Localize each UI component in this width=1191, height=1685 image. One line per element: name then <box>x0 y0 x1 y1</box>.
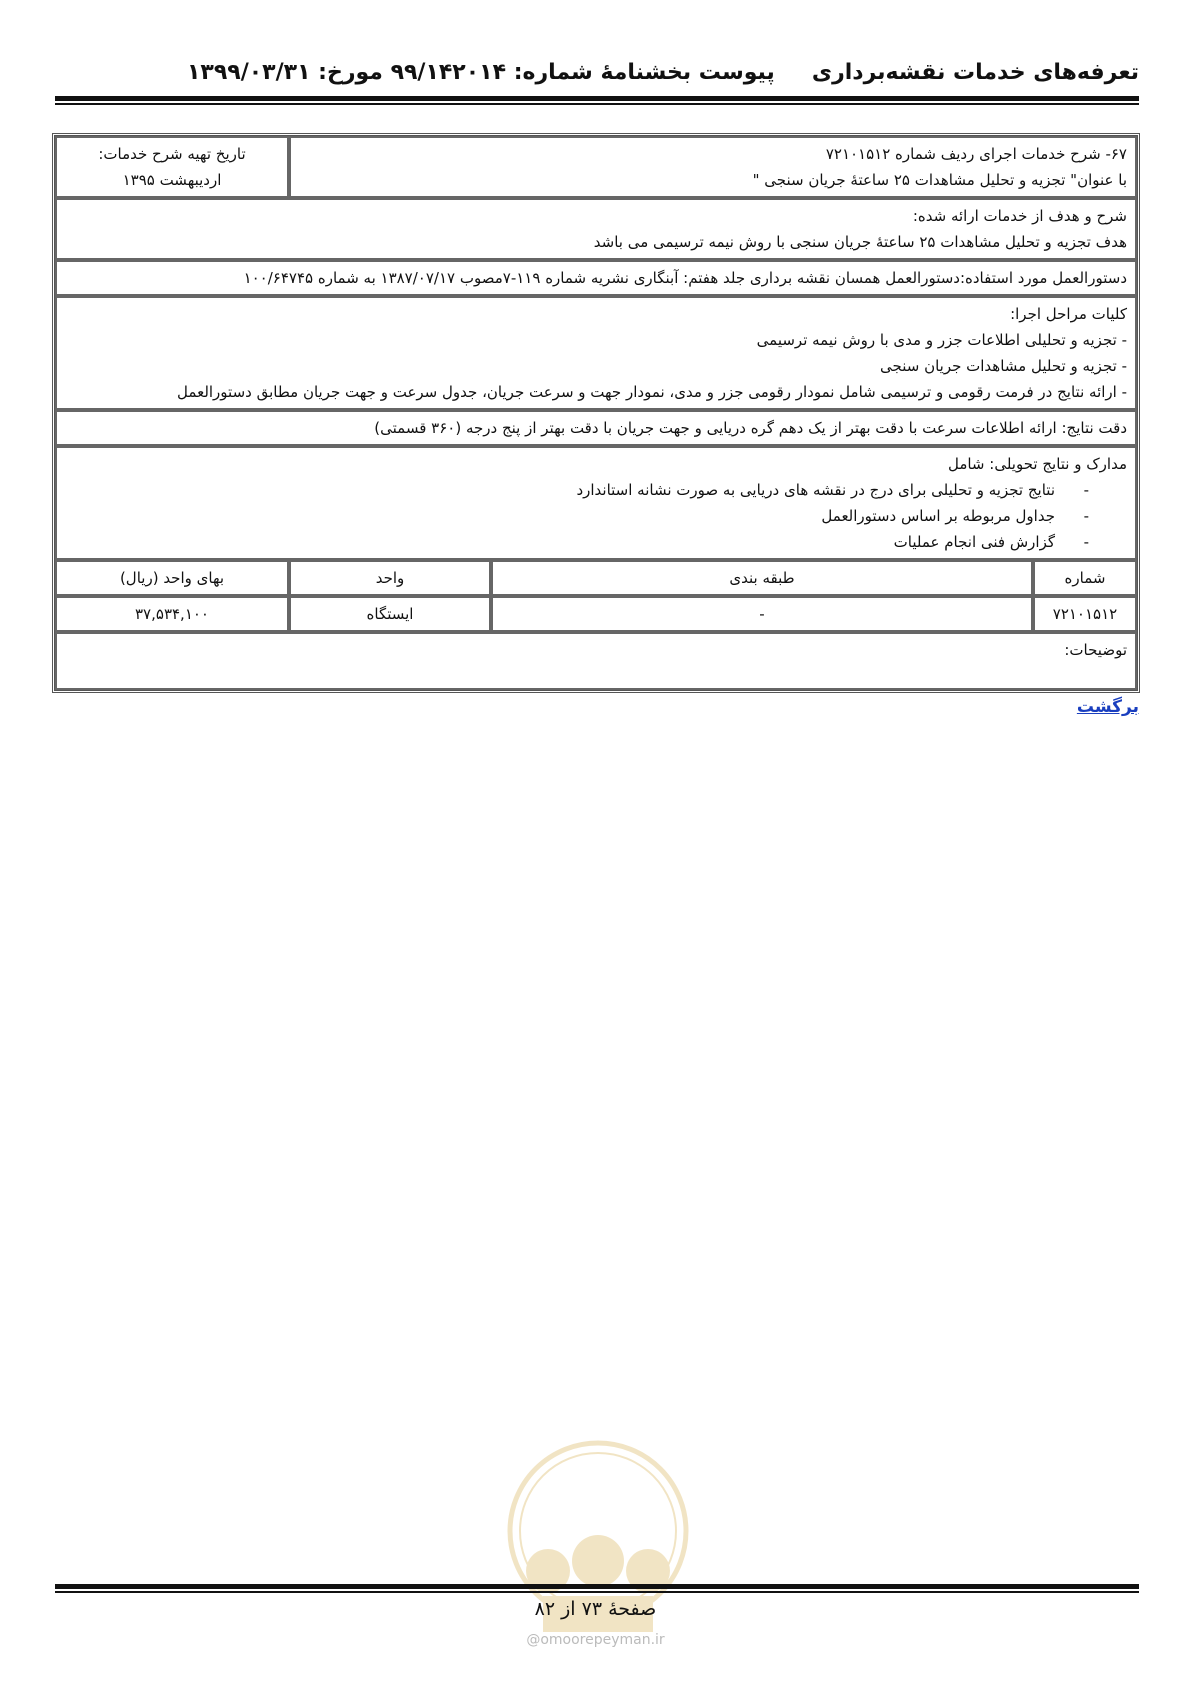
cell-number: ۷۲۱۰۱۵۱۲ <box>1033 596 1137 632</box>
cell-unit: ایستگاه <box>289 596 491 632</box>
deliverable-dash: - <box>1083 533 1089 551</box>
deliverable-text: جداول مربوطه بر اساس دستورالعمل <box>821 507 1055 525</box>
steps-label: کلیات مراحل اجرا: <box>1010 305 1127 323</box>
step-item: - تجزیه و تحلیلی اطلاعات جزر و مدی با روش نیمه ترسیمی <box>756 331 1127 349</box>
cell-classification: - <box>491 596 1033 632</box>
instruction-row <box>55 260 1137 296</box>
header-number: شماره <box>1033 560 1137 596</box>
page-number: صفحۀ ۷۳ از ۸۲ <box>534 1598 657 1620</box>
purpose-label: شرح و هدف از خدمات ارائه شده: <box>912 207 1127 225</box>
notes-label: توضیحات: <box>1064 641 1127 659</box>
deliverables-label: مدارک و نتایج تحویلی: شامل <box>947 455 1127 473</box>
page-header <box>55 58 1139 98</box>
deliverables-cell <box>55 446 1137 560</box>
service-title-cell <box>289 136 1137 198</box>
price-header-row <box>55 560 1137 596</box>
deliverable-dash: - <box>1083 507 1089 525</box>
instruction-text: دستورالعمل مورد استفاده:دستورالعمل همسان نقشه برداری جلد هفتم: آبنگاری نشریه شماره ۱۱۹-۷مصوب ۱۳۸۷/۰۷/۱۷ به شماره ۱۰۰/۶۴۷۴۵ <box>243 269 1127 287</box>
accuracy-row <box>55 410 1137 446</box>
instruction-cell <box>55 260 1137 296</box>
steps-cell <box>55 296 1137 410</box>
deliverable-text: نتایج تجزیه و تحلیلی برای درج در نقشه های دریایی به صورت نشانه استاندارد <box>576 481 1055 499</box>
step-item: - تجزیه و تحلیل مشاهدات جریان سنجی <box>880 357 1127 375</box>
deliverable-item <box>65 477 1127 503</box>
notes-cell <box>55 632 1137 690</box>
back-link[interactable]: برگشت <box>1076 697 1139 717</box>
service-number-line: ۶۷- شرح خدمات اجرای ردیف شماره ۷۲۱۰۱۵۱۲ <box>825 145 1127 163</box>
deliverable-text: گزارش فنی انجام عملیات <box>893 533 1055 551</box>
header-rule-thin <box>55 103 1139 105</box>
service-title-line: با عنوان" تجزیه و تحلیل مشاهدات ۲۵ ساعتۀ جریان سنجی " <box>752 171 1127 189</box>
steps-row <box>55 296 1137 410</box>
site-watermark: @omoorepeyman.ir <box>526 1632 665 1648</box>
cell-unit-price: ۳۷,۵۳۴,۱۰۰ <box>55 596 289 632</box>
footer-rule <box>55 1584 1139 1589</box>
service-sheet <box>52 133 1140 693</box>
notes-row <box>55 632 1137 690</box>
service-title-row <box>55 136 1137 198</box>
purpose-cell <box>55 198 1137 260</box>
service-date-label: تاریخ تهیه شرح خدمات: <box>98 145 246 163</box>
document-title: تعرفه‌های خدمات نقشه‌برداری <box>811 60 1139 85</box>
deliverable-dash: - <box>1083 481 1089 499</box>
service-table <box>55 136 1137 690</box>
step-item: - ارائه نتایج در فرمت رقومی و ترسیمی شامل نمودار رقومی جزر و مدی، نمودار جهت و سرعت جریان، جدول سرعت و جهت جریان مطابق دستورالعمل <box>177 383 1127 401</box>
header-classification: طبقه بندی <box>491 560 1033 596</box>
deliverable-item <box>65 503 1127 529</box>
footer-rule-thin <box>55 1591 1139 1593</box>
service-date-cell <box>55 136 289 198</box>
deliverables-row <box>55 446 1137 560</box>
accuracy-text: دقت نتایج: ارائه اطلاعات سرعت با دقت بهتر از یک دهم گره دریایی و جهت جریان با دقت بهتر از پنج درجه (۳۶۰ قسمتی) <box>374 419 1127 437</box>
header-unit: واحد <box>289 560 491 596</box>
accuracy-cell <box>55 410 1137 446</box>
circular-reference: پیوست بخشنامۀ شماره: ۹۹/۱۴۲۰۱۴ مورخ: ۱۳۹۹/۰۳/۳۱ <box>187 60 775 85</box>
price-data-row <box>55 596 1137 632</box>
header-rule <box>55 96 1139 101</box>
service-date-value: اردیبهشت ۱۳۹۵ <box>122 171 222 189</box>
header-unit-price: بهای واحد (ریال) <box>55 560 289 596</box>
purpose-text: هدف تجزیه و تحلیل مشاهدات ۲۵ ساعتۀ جریان سنجی با روش نیمه ترسیمی می باشد <box>593 233 1127 251</box>
deliverable-item <box>65 529 1127 555</box>
purpose-row <box>55 198 1137 260</box>
